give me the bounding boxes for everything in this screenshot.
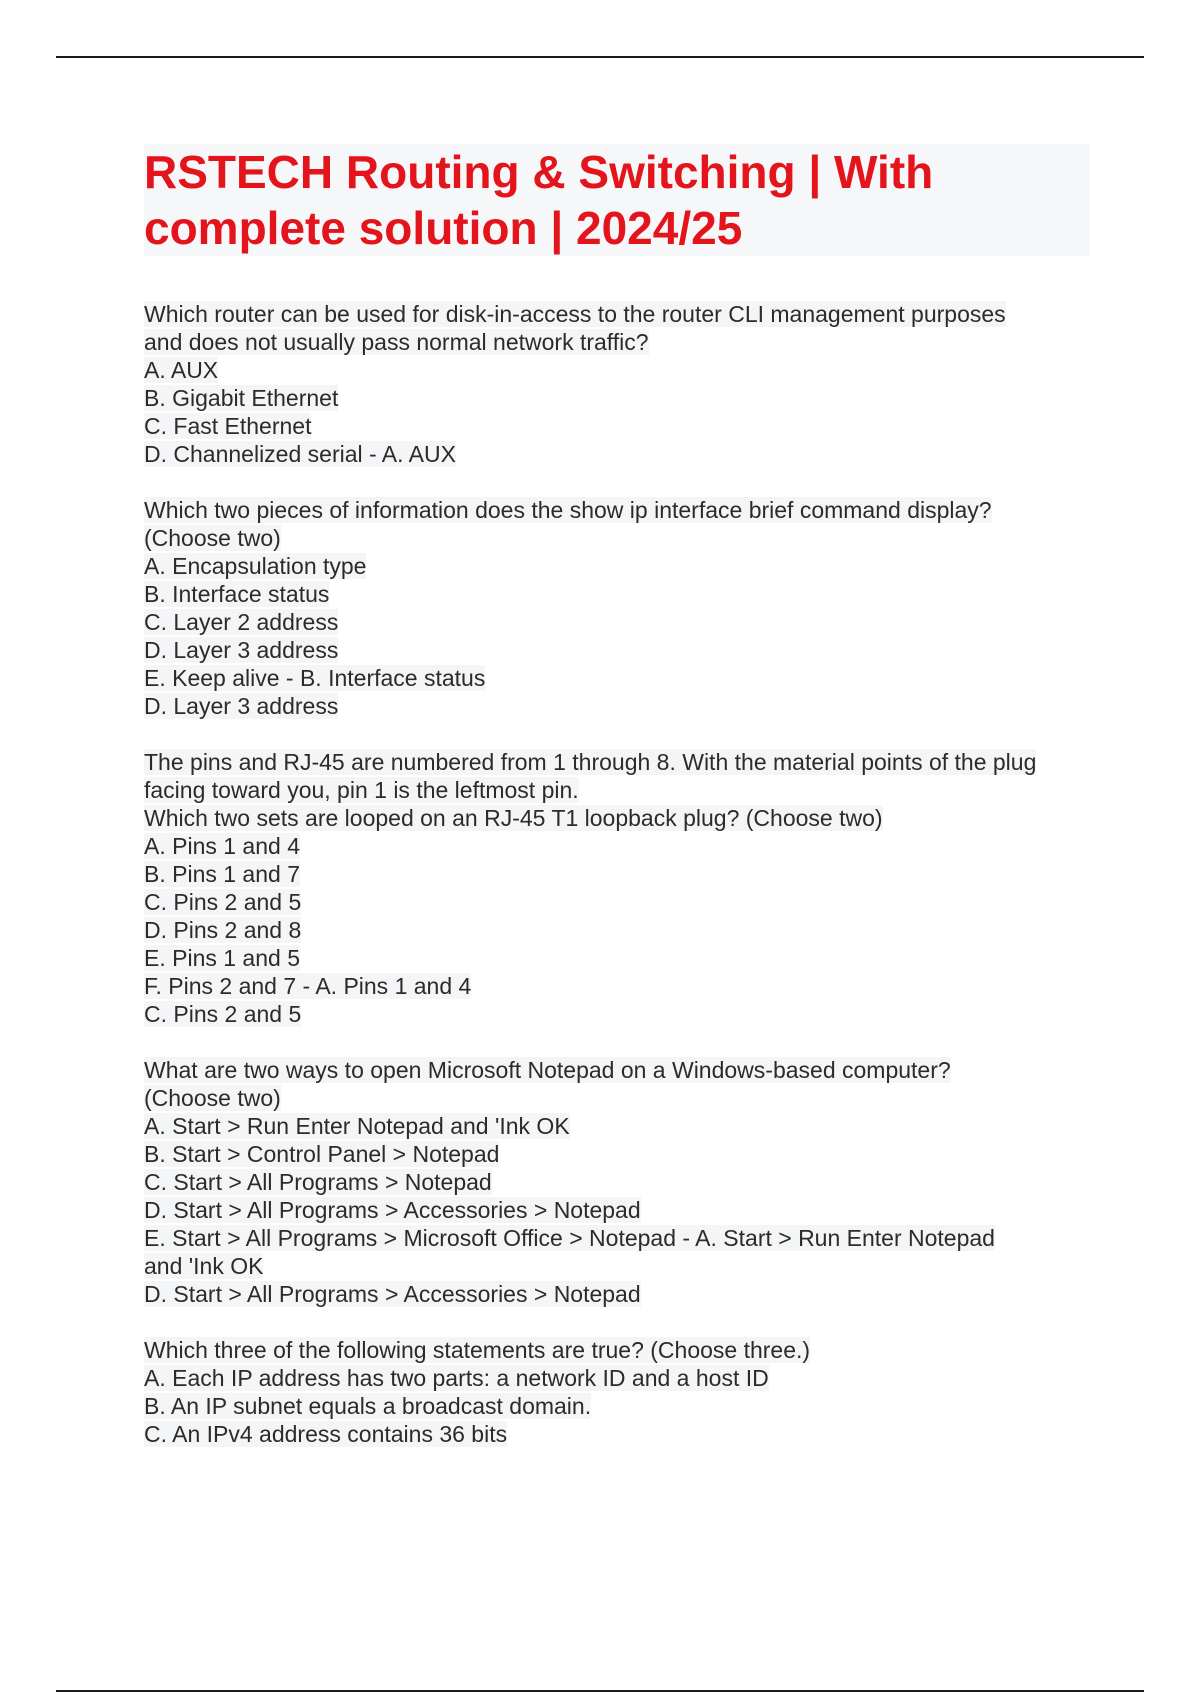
- answer-option: A. Start > Run Enter Notepad and 'Ink OK: [144, 1113, 570, 1139]
- top-rule: [56, 56, 1144, 58]
- answer-option-with-solution: D. Channelized serial - A. AUX: [144, 441, 456, 467]
- solution-line: D. Start > All Programs > Accessories > Notepad: [144, 1281, 641, 1307]
- question-text: The pins and RJ-45 are numbered from 1 through 8. With the material points of the plug: [144, 749, 1037, 775]
- bottom-rule: [56, 1690, 1144, 1692]
- answer-option: D. Start > All Programs > Accessories > Notepad: [144, 1197, 641, 1223]
- answer-option: C. Pins 2 and 5: [144, 889, 302, 915]
- question-text: Which two pieces of information does the show ip interface brief command display?: [144, 497, 992, 523]
- question-text: facing toward you, pin 1 is the leftmost pin.: [144, 777, 579, 803]
- question-text: What are two ways to open Microsoft Notepad on a Windows-based computer?: [144, 1057, 951, 1083]
- answer-option: C. Fast Ethernet: [144, 413, 312, 439]
- answer-option: B. An IP subnet equals a broadcast domain.: [144, 1393, 592, 1419]
- answer-option-with-solution: E. Start > All Programs > Microsoft Office > Notepad - A. Start > Run Enter Notepad: [144, 1225, 995, 1251]
- answer-option: D. Layer 3 address: [144, 637, 339, 663]
- question-2: [144, 496, 1104, 720]
- answer-option: D. Pins 2 and 8: [144, 917, 302, 943]
- answer-option: B. Interface status: [144, 581, 330, 607]
- question-text: Which two sets are looped on an RJ-45 T1 loopback plug? (Choose two): [144, 805, 883, 831]
- answer-option: A. Each IP address has two parts: a network ID and a host ID: [144, 1365, 769, 1391]
- answer-option-with-solution: F. Pins 2 and 7 - A. Pins 1 and 4: [144, 973, 472, 999]
- title-line-2: complete solution | 2024/25: [144, 202, 743, 254]
- answer-option: A. Pins 1 and 4: [144, 833, 300, 859]
- answer-option: C. Start > All Programs > Notepad: [144, 1169, 492, 1195]
- title-line-1: RSTECH Routing & Switching | With: [144, 146, 934, 198]
- answer-option: C. An IPv4 address contains 36 bits: [144, 1421, 508, 1447]
- answer-option: E. Pins 1 and 5: [144, 945, 300, 971]
- answer-option-with-solution: E. Keep alive - B. Interface status: [144, 665, 486, 691]
- question-4: [144, 1056, 1104, 1308]
- question-1: [144, 300, 1104, 468]
- question-5: [144, 1336, 1104, 1448]
- question-text: (Choose two): [144, 525, 281, 551]
- answer-option: A. AUX: [144, 357, 219, 383]
- document-title: [144, 144, 1090, 256]
- answer-option: C. Layer 2 address: [144, 609, 339, 635]
- answer-option: B. Start > Control Panel > Notepad: [144, 1141, 500, 1167]
- question-text: and does not usually pass normal network traffic?: [144, 329, 649, 355]
- answer-option: B. Pins 1 and 7: [144, 861, 300, 887]
- answer-option: B. Gigabit Ethernet: [144, 385, 339, 411]
- solution-line: and 'Ink OK: [144, 1253, 264, 1279]
- questions-list: [144, 300, 1104, 1476]
- solution-line: D. Layer 3 address: [144, 693, 339, 719]
- answer-option: A. Encapsulation type: [144, 553, 367, 579]
- question-text: (Choose two): [144, 1085, 281, 1111]
- question-text: Which three of the following statements are true? (Choose three.): [144, 1337, 811, 1363]
- solution-line: C. Pins 2 and 5: [144, 1001, 302, 1027]
- question-text: Which router can be used for disk-in-access to the router CLI management purposes: [144, 301, 1006, 327]
- question-3: [144, 748, 1104, 1028]
